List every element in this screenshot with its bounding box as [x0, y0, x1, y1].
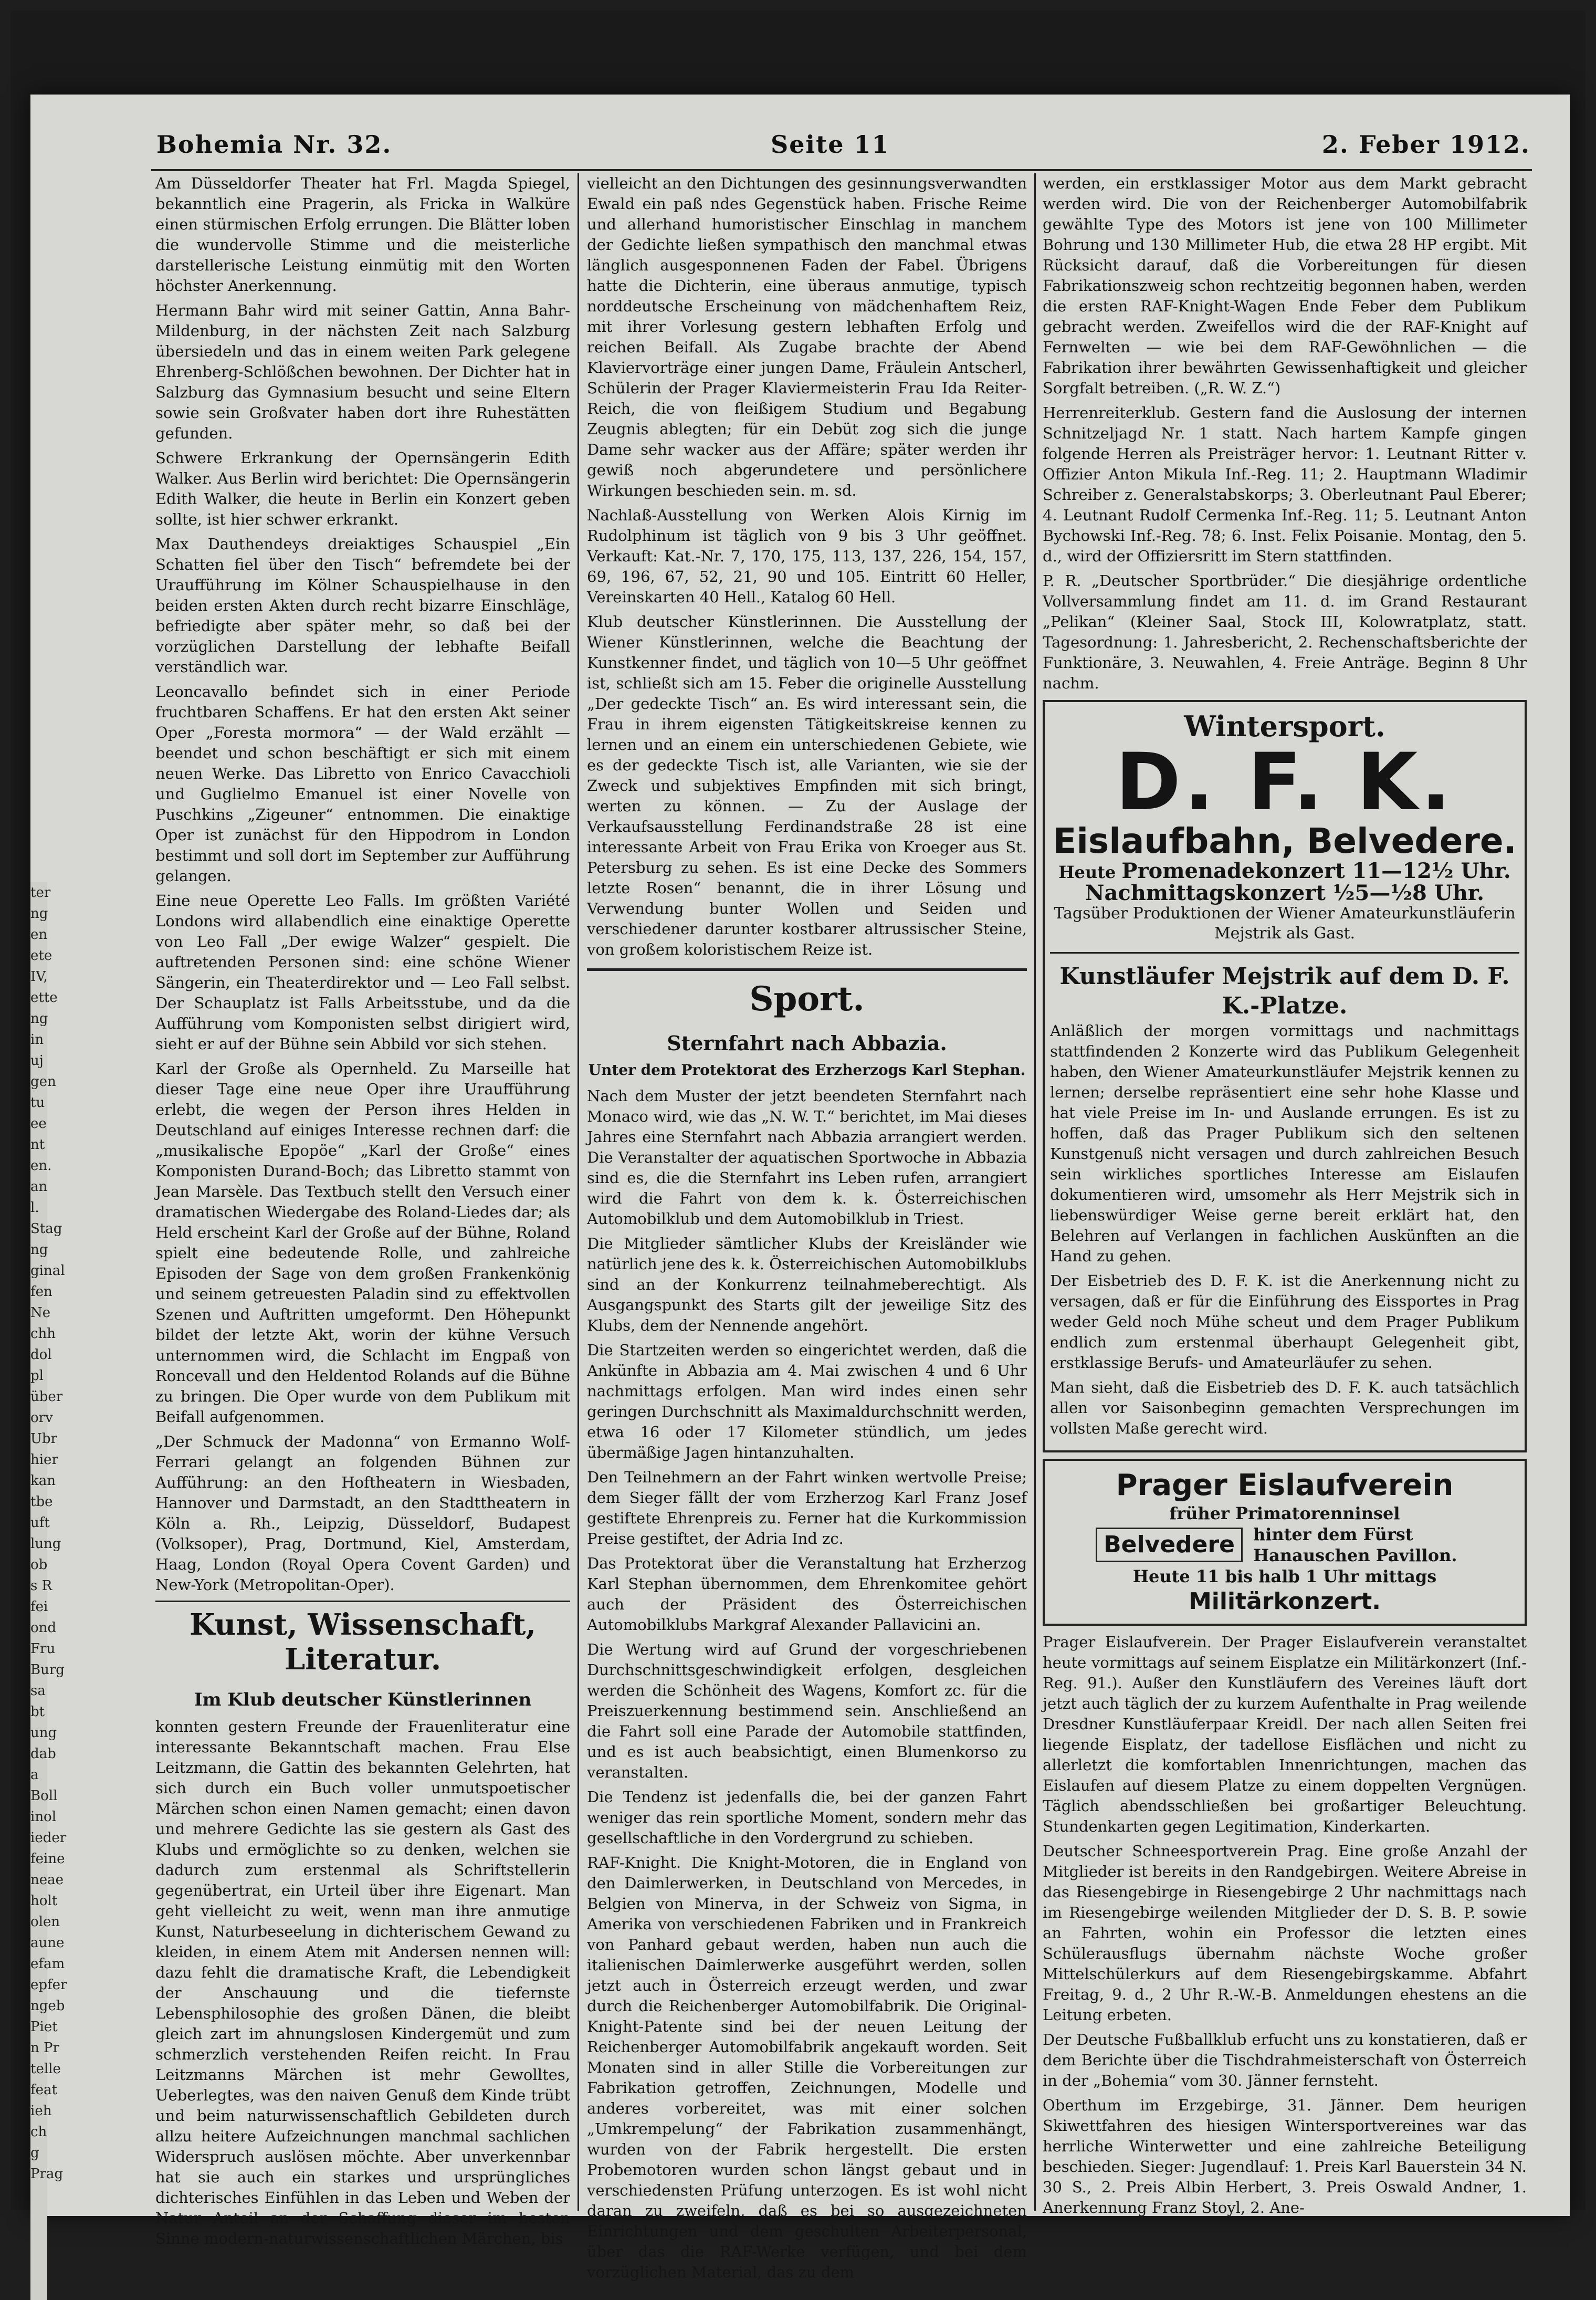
article-paragraph: RAF-Knight. Die Knight-Motoren, die in England von den Daimlerwerken, in Deutschland von Mercedes, in Belgien von Minerva, in der Schweiz von Sigma, in Amerika von verschiedenen Fabriken und in Frankreich von Panhard gebaut werden, haben nun auch die italienischen Daimlerwerke ausgeführt werden, sollen jetzt auch in Österreich erzeugt werden, und zwar durch die Reichenberger Automobilfabrik. Die Original-Knight-Patente sind bei der neuen Leitung der Reichenberger Automobilfabrik angekauft worden. Seit Monaten sind in aller Stille die Vorbereitungen zur Fabrikation getroffen, Zeichnungen, Modelle und anderes vorbereitet, was mit einer solchen „Umkrempelung“ der Fabrikation zusammenhängt, wurden von der Fabrik hergestellt. Die ersten Probemotoren wurden schon längst gebaut und in verschiedensten Prüfung unterzogen. Es ist wohl nicht daran zu zweifeln, daß es bei so ausgezeichneten Einrichtungen und dem geschulten Arbeiterpersonal, über das die RAF-Werke verfügen, und bei dem vorzüglichen Material, das zu dem [587, 1854, 1027, 2281]
article-paragraph: Nachlaß-Ausstellung von Werken Alois Kirnig im Rudolphinum ist täglich von 9 bis 3 Uhr geöffnet. Verkauft: Kat.-Nr. 7, 170, 175, 113, 137, 226, 154, 157, 69, 196, 67, 52, 21, 90 und 105. Eintritt 60 Heller, Vereinskarten 40 Hell., Katalog 60 Hell. [587, 506, 1027, 606]
strip-fragment: ieh [30, 2103, 52, 2119]
strip-fragment: ng [30, 1011, 48, 1027]
strip-fragment: an [30, 1179, 48, 1195]
article-paragraph: Die Tendenz ist jedenfalls die, bei der ganzen Fahrt weniger das rein sportliche Moment, sondern mehr das gesellschaftliche in den Vordergrund zu schieben. [587, 1788, 1027, 1847]
strip-fragment: ngeb [30, 1998, 65, 2014]
col3-top-articles [1043, 173, 1527, 694]
col2-articles [587, 173, 1027, 960]
article-paragraph: Am Düsseldorfer Theater hat Frl. Magda Spiegel, bekanntlich eine Pragerin, als Fricka in Walküre einen stürmischen Erfolg errungen. Die Blätter loben die wundervolle Stimme und die meisterliche darstellerische Leistung einmütig mit den Worten höchster Anerkennung. [155, 174, 570, 295]
strip-fragment: sa [30, 1683, 46, 1699]
column-1 [155, 173, 570, 2247]
ad2-time: Heute 11 bis halb 1 Uhr mittags [1132, 1566, 1437, 1586]
col1-articles [155, 173, 570, 1595]
col3-bottom-articles [1043, 1632, 1527, 2218]
strip-fragment: olen [30, 1914, 60, 1930]
ad2-location: hinter dem Fürst Hanauschen Pavillon. [1253, 1524, 1457, 1565]
column-rule-2 [1034, 173, 1036, 2211]
scanned-sheet [10, 11, 1586, 2281]
sport-heading: Sport. [749, 979, 865, 1019]
strip-fragment: ee [30, 1116, 47, 1132]
strip-fragment: in [30, 1032, 44, 1048]
article-paragraph: werden, ein erstklassiger Motor aus dem Markt gebracht werden wird. Die von der Reichenberger Automobilfabrik gewählte Type des Motors ist jene von 100 Millimeter Bohrung und 130 Millimeter Hub, die etwa 28 HP ergibt. Mit Rücksicht darauf, daß die Vorbereitungen für diesen Fabrikationszweig schon rechtzeitig begonnen haben, werden die ersten RAF-Knight-Wagen Ende Feber dem Publikum gebracht werden. Zweifellos wird die der RAF-Knight auf Fernwelten — wie bei dem RAF-Gewöhnlichen — die Fabrikation ihrer bewährten Gewissenhaftigkeit und gleicher Sorgfalt betreiben. („R. W. Z.“) [1043, 174, 1527, 397]
strip-fragment: Ubr [30, 1431, 57, 1447]
article-paragraph: Herrenreiterklub. Gestern fand die Auslosung der internen Schnitzeljagd Nr. 1 statt. Nach hartem Kampfe gingen folgende Herren als Preisträger hervor: 1. Leutnant Ritter v. Offizier Anton Mikula Inf.-Reg. 11; 2. Hauptmann Wladimir Schreiber z. Generalstabskorps; 3. Oberleutnant Paul Eberer; 4. Leutnant Rudolf Cermenka Inf.-Reg. 11; 5. Leutnant Anton Bychowski Inf.-Reg. 78; 6. Inst. Felix Poisanie. Montag, den 5. d., wird der Offiziersritt im Stern stattfinden. [1043, 404, 1527, 565]
dfk-advertisement [1043, 700, 1527, 1452]
strip-fragment: en [30, 927, 48, 943]
header-date: 2. Feber 1912. [1321, 130, 1530, 159]
kunst-text: konnten gestern Freunde der Frauenliteratur eine interessante Bekanntschaft machen. Frau Else Leitzmann, die Gattin des bekannten Gelehrten, hat sich durch ein Buch voller unmutspoetischer Märchen schon einen Namen gemacht; einen davon und mehrere Gedichte las sie gestern als Gast des Klubs und ermöglichte so zu denken, welchen sie dadurch zum erstenmal als Schriftstellerin gegenübertrat, ein Urteil über ihre Eigenart. Man geht vielleicht zu weit, wenn man ihre anmutige Kunst, Naturbeseelung in dichterischem Gewand zu kleiden, in einem Atem mit Andersen nennen will: dazu fehlt die dramatische Kraft, die Lebendigkeit der Anschauung und die tiefernste Lebensphilosophie des großen Dänen, die bleibt gleich zart im ahnungslosen Kindergemüt und zum schmerzlich verstehenden Reifen reicht. In Frau Leitzmanns Märchen ist mehr Gewolltes, Ueberlegtes, was den naiven Genuß dem Kinde trübt und beim naturwissenschaftlich Gebildeten durch allzu heitere Aufzeichnungen manchmal sachlichen Widerspruch auslösen möchte. Aber unverkennbar hat sie auch ein starkes und ursprüngliches dichterisches Einfühlen in das Leben und Weben der Natur Anteil an der Schaffung dieser im besten Sinne modern-naturwissenschaftlichen Märchen, bis [155, 1718, 570, 2247]
article-paragraph: P. R. „Deutscher Sportbrüder.“ Die diesjährige ordentliche Vollversammlung findet am 11. d. im Grand Restaurant „Pelikan“ (Kleiner Saal, Stock III, Kolowratplatz, statt. Tagesordnung: 1. Jahresbericht, 2. Rechenschaftsberichte der Funktionäre, 3. Neuwahlen, 4. Freie Anträge. Beginn 8 Uhr nachm. [1043, 572, 1527, 692]
strip-fragment: holt [30, 1893, 58, 1909]
strip-fragment: ete [30, 948, 52, 964]
ad2-militaerkonzert: Militärkonzert. [1189, 1588, 1381, 1615]
strip-fragment: efam [30, 1956, 65, 1972]
article-paragraph: Leoncavallo befindet sich in einer Periode fruchtbaren Schaffens. Er hat den ersten Akt seiner Oper „Foresta mormora“ — der Wald erzählt — beendet und schon beschäftigt er sich mit einem neuen Werke. Das Libretto von Enrico Cavacchioli und Guglielmo Emanuel ist einer Novelle von Puschkins „Zigeuner“ entnommen. Die einaktige Oper ist zunächst für den Hippodrom in London bestimmt und soll dort im September zur Aufführung gelangen. [155, 683, 570, 885]
strip-fragment: a [30, 1767, 39, 1783]
strip-fragment: dab [30, 1746, 56, 1762]
article-paragraph: Das Protektorat über die Veranstaltung hat Erzherzog Karl Stephan übernommen, dem Ehrenkomitee gehört auch der Präsident des Österreichischen Automobilklubs Markgraf Alexander Pallavicini an. [587, 1554, 1027, 1634]
strip-fragment: neae [30, 1872, 64, 1888]
strip-fragment: Prag [30, 2166, 64, 2182]
article-paragraph: Den Teilnehmern an der Fahrt winken wertvolle Preise; dem Sieger fällt der vom Erzherzog Karl Franz Josef gestiftete Ehrenpreis zu. Ferner hat die Kurkommission Preise gestiftet, der Adria Ind zc. [587, 1468, 1027, 1548]
sport-title: Sternfahrt nach Abbazia. [667, 1031, 947, 1055]
strip-fragment: fei [30, 1599, 48, 1615]
neighbor-page-strip [30, 882, 67, 2300]
article-paragraph: Schwere Erkrankung der Opernsängerin Edith Walker. Aus Berlin wird berichtet: Die Opernsängerin Edith Walker, die heute in Berlin ein Konzert geben sollte, ist hier schwer erkrankt. [155, 449, 570, 528]
strip-fragment: inol [30, 1809, 57, 1825]
strip-fragment: aune [30, 1935, 65, 1951]
ad2-title: Prager Eislaufverein [1116, 1468, 1454, 1502]
kunst-subheading: Im Klub deutscher Künstlerinnen [194, 1689, 532, 1710]
eislaufverein-advertisement [1043, 1459, 1527, 1626]
ad-wintersport: Wintersport. [1184, 709, 1385, 743]
strip-fragment: epfer [30, 1977, 67, 1993]
column-3 [1043, 173, 1527, 2217]
strip-fragment: s R [30, 1578, 52, 1594]
strip-fragment: ter [30, 885, 51, 901]
strip-fragment: feine [30, 1851, 65, 1867]
kunst-heading: Kunst, Wissenschaft, Literatur. [190, 1607, 536, 1677]
section-rule-sport [587, 968, 1027, 971]
ad-rule [1050, 952, 1519, 954]
sport-articles [587, 1086, 1027, 2283]
article-paragraph: Oberthum im Erzgebirge, 31. Jänner. Dem heurigen Skiwettfahren des hiesigen Wintersportvereines war das herrliche Winterwetter und eine zahlreiche Beteiligung beschieden. Sieger: Jugendlauf: 1. Preis Karl Bauerstein 34 N. 30 S., 2. Preis Albin Herbert, 3. Preis Oswald Andner, 1. Anerkennung Franz Stoyl, 2. Ane- [1043, 2096, 1527, 2217]
ad-heute: Heute [1058, 862, 1116, 882]
article-paragraph: Eine neue Operette Leo Falls. Im größten Variété Londons wird allabendlich eine einaktige Operette von Leo Fall „Der ewige Walzer“ gespielt. Die auftretenden Personen sind: eine schöne Wiener Sängerin, ein Theaterdirektor und — Leo Fall selbst. Der Schauplatz ist Falls Arbeitsstube, und da die Aufführung vom Komponisten selbst dirigiert wird, sieht er auf der Bühne sein Abbild vor sich stehen. [155, 892, 570, 1053]
strip-fragment: pl [30, 1368, 44, 1384]
ad-promenadekonzert: Promenadekonzert 11—12½ Uhr. [1121, 859, 1511, 883]
header-rule [151, 169, 1532, 171]
strip-fragment: gen [30, 1074, 56, 1090]
strip-fragment: g [30, 2145, 39, 2161]
strip-fragment: feat [30, 2082, 57, 2098]
ad-eislaufbahn: Eislaufbahn, Belvedere. [1053, 821, 1517, 861]
kunstlaeufer-title: Kunstläufer Mejstrik auf dem D. F. K.-Platze. [1059, 963, 1510, 1019]
strip-fragment: kan [30, 1473, 56, 1489]
article-paragraph: Karl der Große als Opernheld. Zu Marseille hat dieser Tage eine neue Oper ihre Uraufführung erlebt, die wegen der Person ihres Helden in Deutschland auf einiges Interesse rechnen darf: die „musikalische Epopöe“ „Karl der Große“ eines Komponisten Durand-Boch; das Libretto stammt von Jean Marsèle. Das Textbuch stellt den Versuch einer dramatischen Wiedergabe des Roland-Liedes dar; als Held erscheint Karl der Große auf der Bühne, Roland spielt eine bedeutende Rolle, und zahlreiche Episoden der Sage von dem großen Frankenkönig und seinem getreuesten Paladin sind zu effektvollen Szenen und Auftritten umgeformt. Den Höhepunkt bildet der letzte Akt, worin der kühne Versuch unternommen wird, die Schlacht im Engpaß von Roncevall und den Heldentod Rolands auf die Bühne zu bringen. Die Oper wurde von dem Publikum mit Beifall aufgenommen. [155, 1060, 570, 1426]
article-paragraph: Nach dem Muster der jetzt beendeten Sternfahrt nach Monaco wird, wie das „N. W. T.“ berichtet, im Mai dieses Jahres eine Sternfahrt nach Abbazia arrangiert werden. Die Veranstalter der aquatischen Sportwoche in Abbazia sind es, die die Sternfahrt ins Leben rufen, arrangiert wird die Fahrt von dem k. k. Österreichischen Automobilklub und dem Automobilklub in Triest. [587, 1087, 1027, 1228]
kunstlaeufer-text [1050, 1021, 1519, 1439]
strip-fragment: Stag [30, 1221, 62, 1237]
column-rule-1 [578, 173, 579, 2211]
strip-fragment: l. [30, 1200, 39, 1216]
strip-fragment: ieder [30, 1830, 67, 1846]
strip-fragment: ng [30, 906, 48, 922]
strip-fragment: hier [30, 1452, 58, 1468]
strip-fragment: Fru [30, 1641, 56, 1657]
strip-fragment: nt [30, 1137, 45, 1153]
strip-fragment: ch [30, 2124, 47, 2140]
article-paragraph: Der Deutsche Fußballklub erfucht uns zu konstatieren, daß er dem Berichte über die Tischdrahmeisterschaft von Österreich in der „Bohemia“ vom 30. Jänner fernsteht. [1043, 2031, 1527, 2089]
article-paragraph: Die Mitglieder sämtlicher Klubs der Kreisländer wie natürlich jene des k. k. Österreichischen Automobilklubs sind an der Konkurrenz teilnahmeberechtigt. Als Ausgangspunkt des Starts gilt der jeweilige Sitz des Klubs, dem der Nennende angehört. [587, 1235, 1027, 1334]
ad-nachmittagskonzert: Nachmittagskonzert ½5—½8 Uhr. [1085, 881, 1485, 905]
article-paragraph: Die Wertung wird auf Grund der vorgeschriebenen Durchschnittsgeschwindigkeit erfolgen, desgleichen werden die Schönheit des Wagens, Komfort zc. für die Preiszuerkennung bestimmend sein. Anschließend an die Fahrt soll eine Parade der Automobile stattfinden, und es ist auch beabsichtigt, einen Blumenkorso zu veranstalten. [587, 1640, 1027, 1781]
strip-fragment: Piet [30, 2019, 58, 2035]
ad-dfk: D. F. K. [1115, 737, 1454, 828]
article-paragraph: Der Eisbetrieb des D. F. K. ist die Anerkennung nicht zu versagen, daß er für die Einführung des Eissportes in Prag weder Geld noch Mühe scheut und dem Prager Publikum endlich zum erstenmal überhaupt Gelegenheit gibt, erstklassige Berufs- und Amateurläufer zu sehen. [1050, 1272, 1519, 1372]
sport-subtitle: Unter dem Protektorat des Erzherzogs Karl Stephan. [588, 1061, 1026, 1079]
strip-fragment: ond [30, 1620, 57, 1636]
strip-fragment: n Pr [30, 2040, 59, 2056]
strip-fragment: ette [30, 990, 58, 1006]
ad-produktionen: Tagsüber Produktionen der Wiener Amateurkunstläuferin Mejstrik als Gast. [1054, 904, 1516, 943]
column-2 [587, 173, 1027, 2281]
strip-fragment: uj [30, 1053, 44, 1069]
strip-fragment: dol [30, 1347, 52, 1363]
article-paragraph: Prager Eislaufverein. Der Prager Eislaufverein veranstaltet heute vormittags auf seinem Eisplatze ein Militärkonzert (Inf.-Reg. 91.). Außer den Kunstläufern des Vereines läuft dort jetzt auch täglich der zu kurzem Aufenthalte in Prag weilende Dresdner Kunstläuferpaar Kreidl. Der nach allen Seiten frei liegende Eisplatz, der tadellose Eisflächen und nicht zu allerletzt die komfortablen Innenrichtungen, machen das Eislaufen auf diesem Platze zu einem doppelten Vergnügen. Täglich abendsschließen bei großartiger Beleuchtung. Stundenkarten gegen Legitimation, Kinderkarten. [1043, 1633, 1527, 1835]
strip-fragment: ng [30, 1242, 48, 1258]
strip-fragment: chh [30, 1326, 56, 1342]
strip-fragment: bt [30, 1704, 45, 1720]
article-paragraph: vielleicht an den Dichtungen des gesinnungsverwandten Ewald ein paß ndes Gegenstück haben. Frische Reime und allerhand humoristischer Einschlag in manchem der Gedichte ließen sympathisch den manchmal etwas länglich ausgesponnenen Faden der Fabel. Übrigens hatte die Dichterin, eine überaus anmutige, typisch norddeutsche Erscheinung von mädchenhaftem Reiz, mit ihrer Vorlesung gestern lebhaften Erfolg und reichen Beifall. Als Zugabe brachte der Abend Klaviervorträge einer jungen Dame, Fräulein Antscherl, Schülerin der Prager Klaviermeisterin Frau Ida Reiter-Reich, die von fleißigem Studium und Begabung Zeugnis ablegten; für ein Debüt zog sich die junge Dame sehr wacker aus der Affäre; später werden ihr gewiß noch abgerundetere und persönlichere Wirkungen beschieden sein. m. sd. [587, 174, 1027, 499]
strip-fragment: Burg [30, 1662, 65, 1678]
header-left: Bohemia Nr. 32. [156, 130, 392, 159]
article-paragraph: Man sieht, daß die Eisbetrieb des D. F. K. auch tatsächlich allen vor Saisonbeginn gemachten Versprechungen im vollsten Maße gerecht wird. [1050, 1378, 1519, 1437]
strip-fragment: en. [30, 1158, 52, 1174]
strip-fragment: telle [30, 2061, 61, 2077]
strip-fragment: ginal [30, 1263, 65, 1279]
strip-fragment: lung [30, 1536, 61, 1552]
article-paragraph: „Der Schmuck der Madonna“ von Ermanno Wolf-Ferrari gelangt an folgenden Bühnen zur Aufführung: an den Hoftheatern in Wiesbaden, Hannover und Darmstadt, an den Stadttheatern in Köln a. Rh., Leipzig, Düsseldorf, Budapest (Volksoper), Prag, Dortmund, Kiel, Amsterdam, Haag, London (Royal Opera Covent Garden) und New-York (Metropolitan-Oper). [155, 1433, 570, 1594]
strip-fragment: ob [30, 1557, 48, 1573]
article-paragraph: Hermann Bahr wird mit seiner Gattin, Anna Bahr-Mildenburg, in der nächsten Zeit nach Salzburg übersiedeln und das in einem weiten Park gelegene Ehrenberg-Schlößchen bewohnen. Der Dichter hat in Salzburg das Gymnasium besucht und seine Eltern sowie sein Großvater haben dort ihre Ruhestätten gefunden. [155, 301, 570, 442]
strip-fragment: ung [30, 1725, 57, 1741]
ad2-former-name: früher Primatorenninsel [1169, 1503, 1400, 1523]
article-paragraph: Klub deutscher Künstlerinnen. Die Ausstellung der Wiener Künstlerinnen, welche die Beachtung der Kunstkenner findet, und täglich von 10—5 Uhr geöffnet ist, schließt sich am 15. Feber die originelle Ausstellung „Der gedeckte Tisch“ an. Es wird interessant sein, die Frau in ihrem eigensten Tätigkeitskreise kennen zu lernen und an einem ein unterschiedenen Gebiete, wie es der gedeckte Tisch ist, alle Varianten, wie sie der Zweck und subjektives Empfinden mit sich bringt, werten zu können. — Zu der Auslage der Verkaufsausstellung Ferdinandstraße 28 ist eine interessante Arbeit von Frau Erika von Kroeger aus St. Petersburg zu sehen. Es ist eine Decke des Sommers letzte Rosen“ benannt, die in ihrer Lösung und Verwendung bunter Wollen und Seiden und verschiedener darunter kostbarer altrussischer Steine, von großem koloristischem Reize ist. [587, 613, 1027, 958]
header-page-number: Seite 11 [771, 130, 890, 159]
section-rule [155, 1601, 570, 1602]
strip-fragment: orv [30, 1410, 53, 1426]
strip-fragment: tu [30, 1095, 45, 1111]
strip-fragment: tbe [30, 1494, 53, 1510]
article-paragraph: Deutscher Schneesportverein Prag. Eine große Anzahl der Mitglieder ist bereits in den Randgebirgen. Weitere Abreise in das Riesengebirge in Riesengebirge 2 Uhr nachmittags nach im Riesengebirge weilenden Mitglieder der D. S. B. P. sowie an Fahrten, wohin ein Professor die letzten eines Schülerausflugs übernahm nächste Woche großer Mittelschülerkurs auf dem Riesengebirgskamme. Abfahrt Freitag, 9. d., 2 Uhr R.-W.-B. Anmeldungen ehestens an die Leitung erbeten. [1043, 1842, 1527, 2024]
strip-fragment: über [30, 1389, 63, 1405]
article-paragraph: Die Startzeiten werden so eingerichtet werden, daß die Ankünfte in Abbazia am 4. Mai zwischen 4 und 6 Uhr nachmittags erfolgen. Man wird indes einen sehr geringen Durchschnitt als Maximaldurchschnitt werden, etwa 16 oder 17 Kilometer stündlich, um jedes übermäßige Jagen hintanzuhalten. [587, 1341, 1027, 1461]
newspaper-page [30, 95, 1570, 2281]
strip-fragment: uft [30, 1515, 50, 1531]
article-paragraph: Max Dauthendeys dreiaktiges Schauspiel „Ein Schatten fiel über den Tisch“ befremdete bei der Uraufführung im Kölner Schauspielhause in den beiden ersten Akten durch recht bizarre Einschläge, befriedigte aber später mehr, so daß bei der vorzüglichen Darstellung der lebhafte Beifall verständlich war. [155, 535, 570, 676]
strip-fragment: Boll [30, 1788, 58, 1804]
ad2-belvedere: Belvedere [1096, 1528, 1243, 1562]
strip-fragment: Ne [30, 1305, 51, 1321]
strip-fragment: IV, [30, 969, 48, 985]
article-paragraph: Anläßlich der morgen vormittags und nachmittags stattfindenden 2 Konzerte wird das Publikum Gelegenheit haben, den Wiener Amateurkunstläufer Mejstrik kennen zu lernen; derselbe repräsentiert eine sehr hohe Klasse und hat viele Preise im In- und Auslande errungen. Es ist zu hoffen, daß das Prager Publikum sich den seltenen Kunstgenuß nicht versagen und durch zahlreichen Besuch sein wirkliches sportliches Interesse am Eislaufen dokumentieren wird, umsomehr als Herr Mejstrik sich in liebenswürdiger Weise gerne bereit erklärt hat, den Belehren auf Verlangen in fachlichen Auskünften an die Hand zu gehen. [1050, 1022, 1519, 1265]
strip-fragment: fen [30, 1284, 52, 1300]
